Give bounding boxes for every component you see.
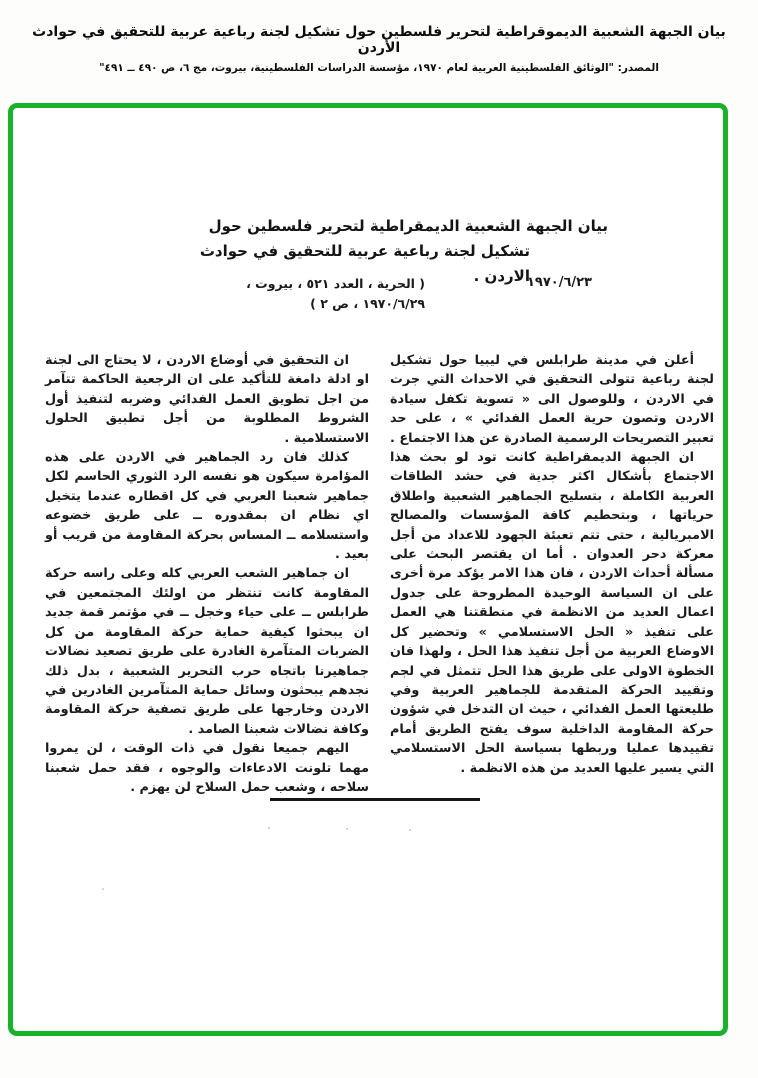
scan-speck	[409, 829, 411, 831]
paragraph: ان الجبهة الديمقراطية كانت تود لو بحث هذا الاجتماع بأشكال اكثر جدية في حشد الطاقات العربية الكاملة ، بتسليح الجماهير الشعبية واطلاق حرياتها ، وبتحطيم كافة المؤسسات والمصالح الامبريالية ، حتى تتم تعبئة الجهود للاعداد من أجل معركة دحر العدوان . أما ان يقتصر البحث على مسألة أحداث الاردن ، فان هذا الامر يؤكد مرة أخرى على ان السياسة الوحيدة المطروحة على جدول اعمال العديد من الانظمة في منطقتنا هي العمل على تنفيذ « الحل الاستسلامي » وتحضير كل الاوضاع العربية من أجل تنفيذ هذا الحل ، ولهذا فان الخطوة الاولى على طريق هذا الحل تتمثل في لجم وتقييد الحركة المتقدمة للجماهير العربية وفي طليعتها العمل الفدائي ، حيث ان التدخل في شؤون حركة المقاومة الداخلية سوف يفتح الطريق أمام تقييدها عمليا وربطها بسياسة الحل الاستسلامي التي يسير عليها العديد من هذه الانظمة .	[390, 450, 714, 776]
document-title-line2: تشكيل لجنة رباعية عربية للتحقيق في حوادث الاردن .	[199, 242, 530, 285]
paragraph: ان جماهير الشعب العربي كله وعلى راسه حركة المقاومة كانت تنتظر من اولئك المجتمعين في طرابلس ــ على حياء وخجل ــ في مؤتمر قمة جديد ان يبحثوا كيفية حماية حركة المقاومة من كل الضربات المتآمرة الغادرة على طريق تصعيد نضالات جماهيرنا باتجاه حرب التحرير الشعبية ، بدل ذلك نجدهم يبحثون وسائل حماية المتآمرين الغادرين في الاردن وخارجها على طريق تصفية حركة المقاومة وكافة نضالات شعبنا الصامد .	[45, 566, 369, 737]
citation-line2: ١٩٧٠/٦/٢٩ ، ص ٢ )	[310, 296, 425, 311]
page-header-source: المصدر: "الوثائق الفلسطينية العربية لعام ١٩٧٠، مؤسسة الدراسات الفلسطينية، بيروت، مج ٦، ص ٤٩٠ ــ ٤٩١"	[99, 62, 659, 74]
paragraph: كذلك فان رد الجماهير في الاردن على هذه المؤامرة سيكون هو نفسه الرد الثوري الحاسم لكل جماهير شعبنا العربي في كل اقطاره عندما يتخيل اي نظام ان بمقدوره ــ على طريق خضوعه واستسلامه ــ المساس بحركة المقاومة من قريب أو بعيد .	[45, 450, 369, 563]
paragraph: ان التحقيق في أوضاع الاردن ، لا يحتاج الى لجنة او ادلة دامغة للتأكيد على ان الرجعية الحاكمة تتآمر من اجل تطويق العمل الفدائي وضربه لتنفيذ أول الشروط المطلوبة من أجل تطبيق الحلول الاستسلامية .	[45, 353, 369, 446]
page-header-title: بيان الجبهة الشعبية الديموقراطية لتحرير فلسطين حول تشكيل لجنة رباعية عربية للتحقيق في حوادث الأردن	[32, 24, 726, 56]
scan-speck	[346, 828, 348, 830]
document-title-line1: بيان الجبهة الشعبية الديمقراطية لتحرير فلسطين حول	[208, 217, 608, 235]
document-citation	[213, 274, 425, 314]
citation-line1: ( الحرية ، العدد ٥٢١ ، بيروت ،	[246, 276, 425, 291]
document-scan-frame	[8, 103, 728, 1036]
paragraph: اليهم جميعا نقول في ذات الوقت ، لن يمروا مهما تلونت الادعاءات والوجوه ، فقد حمل شعبنا سلاحه ، وشعب حمل السلاح لن يهزم .	[45, 741, 369, 795]
footnote-divider-rule	[270, 798, 480, 801]
paragraph: أعلن في مدينة طرابلس في ليبيا حول تشكيل لجنة رباعية تتولى التحقيق في الاحداث التي جرت في الاردن ، وللوصول الى « تسوية تكفل سيادة الاردن وتصون حرية العمل الفدائي » ، على حد تعبير التصريحات الرسمية الصادرة عن هذا الاجتماع .	[390, 353, 714, 446]
body-column-left	[45, 351, 369, 797]
scan-speck	[102, 888, 104, 890]
scan-speck	[268, 827, 270, 829]
body-column-right	[390, 351, 714, 778]
document-date: ١٩٧٠/٦/٢٣	[526, 275, 592, 290]
